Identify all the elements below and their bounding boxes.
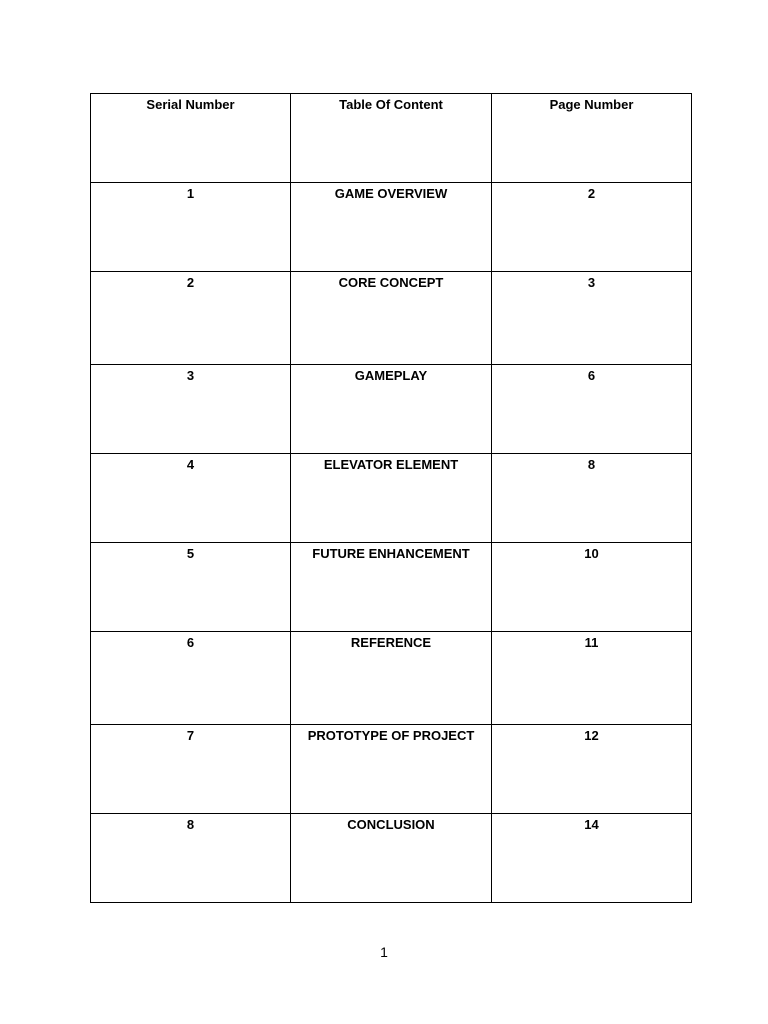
row-serial: 5 — [91, 543, 291, 632]
header-serial-number: Serial Number — [91, 94, 291, 183]
header-table-of-content: Table Of Content — [291, 94, 492, 183]
row-page: 14 — [492, 814, 692, 903]
row-page: 11 — [492, 632, 692, 725]
header-page-number: Page Number — [492, 94, 692, 183]
row-page: 8 — [492, 454, 692, 543]
table-row — [91, 632, 692, 725]
table-row — [91, 543, 692, 632]
row-serial: 8 — [91, 814, 291, 903]
row-page: 3 — [492, 272, 692, 365]
row-serial: 4 — [91, 454, 291, 543]
row-page: 12 — [492, 725, 692, 814]
row-serial: 3 — [91, 365, 291, 454]
row-title: GAMEPLAY — [291, 365, 492, 454]
row-title: ELEVATOR ELEMENT — [291, 454, 492, 543]
row-serial: 7 — [91, 725, 291, 814]
row-title: FUTURE ENHANCEMENT — [291, 543, 492, 632]
row-page: 2 — [492, 183, 692, 272]
row-title: PROTOTYPE OF PROJECT — [291, 725, 492, 814]
row-title: CONCLUSION — [291, 814, 492, 903]
row-title: CORE CONCEPT — [291, 272, 492, 365]
row-page: 10 — [492, 543, 692, 632]
row-serial: 6 — [91, 632, 291, 725]
footer-page-number: 1 — [380, 944, 388, 960]
table-row — [91, 454, 692, 543]
table-header-row — [91, 94, 692, 183]
table-of-contents — [90, 93, 692, 903]
row-serial: 1 — [91, 183, 291, 272]
table-row — [91, 725, 692, 814]
table-row — [91, 183, 692, 272]
row-serial: 2 — [91, 272, 291, 365]
table-row — [91, 272, 692, 365]
table-row — [91, 814, 692, 903]
row-title: GAME OVERVIEW — [291, 183, 492, 272]
row-title: REFERENCE — [291, 632, 492, 725]
row-page: 6 — [492, 365, 692, 454]
table-row — [91, 365, 692, 454]
